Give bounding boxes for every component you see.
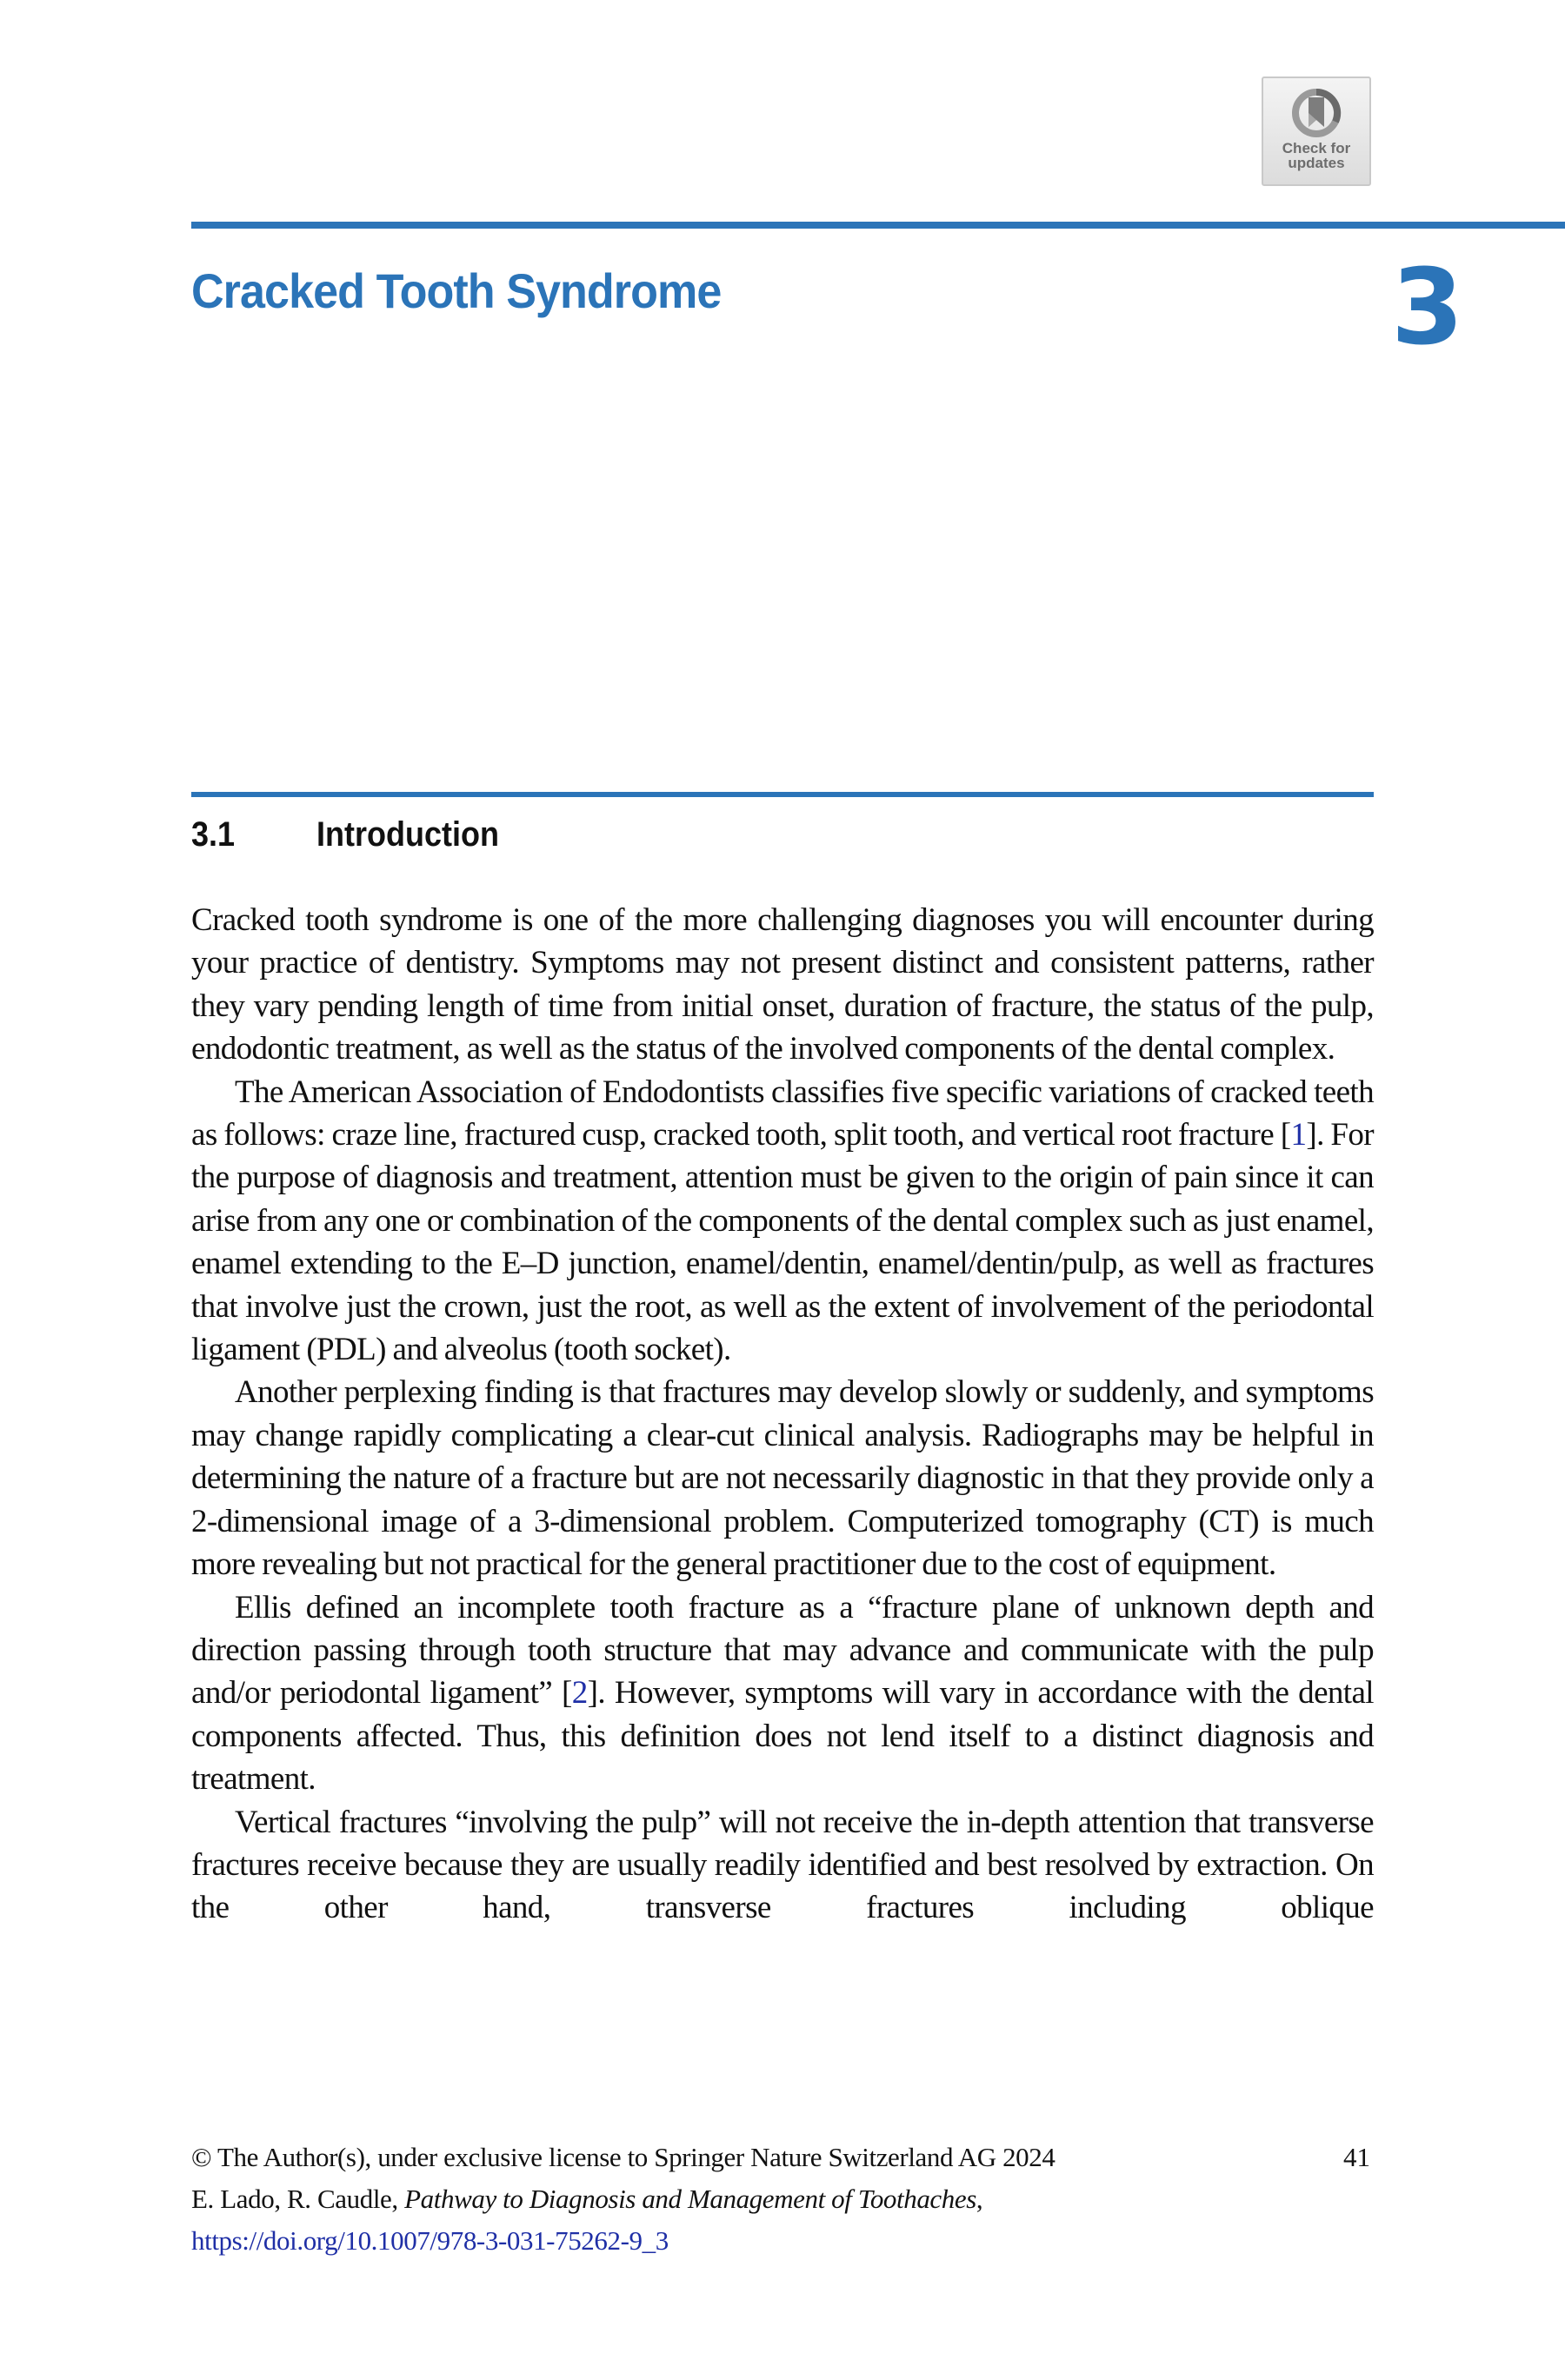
book-title-suffix: , <box>976 2184 983 2214</box>
paragraph: Cracked tooth syndrome is one of the more challenging diagnoses you will encounter during your practice of dentistry. Symptoms may not present distinct and consistent patterns, rather they vary pending length of time from initial onset, duration of fracture, the status of the pulp, endodontic treatment, as well as the status of the involved components of the dental complex. <box>191 902 1374 1067</box>
crossmark-icon <box>1290 87 1342 139</box>
section-rule <box>191 792 1374 797</box>
paragraph <box>191 1071 1374 1372</box>
check-for-updates-badge[interactable] <box>1262 76 1371 186</box>
paragraph-text: Ellis defined an incomplete tooth fracture as a “fracture plane of unknown depth and direction passing through tooth structure that may advance and communicate with the pulp and/or periodontal ligament” [ <box>191 1589 1374 1712</box>
badge-label <box>1282 141 1350 170</box>
section-heading <box>191 813 499 856</box>
section-title: Introduction <box>316 815 499 854</box>
paragraph <box>191 1586 1374 1801</box>
badge-label-line2: updates <box>1288 155 1345 171</box>
paragraph-text: ]. However, symptoms will vary in accordance with the dental components affected. Thus, this definition does not lend itself to a distinct diagnosis and treatment. <box>191 1675 1374 1798</box>
chapter-title: Cracked Tooth Syndrome <box>191 263 722 318</box>
page-number: 41 <box>1343 2142 1370 2172</box>
authors: E. Lado, R. Caudle, <box>191 2184 405 2214</box>
paragraph: Another perplexing finding is that fractures may develop slowly or suddenly, and symptoms may change rapidly complicating a clear-cut clinical analysis. Radiographs may be helpful in determining the nature of a fracture but are not necessarily diagnostic in that they provide only a 2-dimensional image of a 3-dimensional problem. Computerized tomography (CT) is much more revealing but not practical for the general practitioner due to the cost of equipment. <box>191 1374 1374 1583</box>
doi-link[interactable]: https://doi.org/10.1007/978-3-031-75262-9_3 <box>191 2225 669 2256</box>
chapter-top-rule <box>191 222 1565 229</box>
book-title: Pathway to Diagnosis and Management of Toothaches <box>404 2184 976 2214</box>
paragraph-text: ]. For the purpose of diagnosis and treatment, attention must be given to the origin of pain since it can arise from any one or combination of the components of the dental complex such as just enamel, enamel extending to the E–D junction, enamel/dentin, enamel/dentin/pulp, as well as fractures that involve just the crown, just the root, as well as the extent of involvement of the periodontal ligament (PDL) and alveolus (tooth socket). <box>191 1117 1374 1368</box>
paragraph: Vertical fractures “involving the pulp” will not receive the in-depth attention that transverse fractures receive because they are usually readily identified and best resolved by extraction. On the other hand, transverse fractures including oblique <box>191 1804 1374 1926</box>
body-text <box>191 899 1374 1930</box>
chapter-number: 3 <box>1391 248 1464 369</box>
badge-label-line1: Check for <box>1282 140 1351 156</box>
citation-line <box>191 2178 1374 2220</box>
paragraph-text: The American Association of Endodontists classifies five specific variations of cracked teeth as follows: craze line, fractured cusp, cracked tooth, split tooth, and vertical root fracture [ <box>191 1074 1374 1153</box>
copyright-notice: © The Author(s), under exclusive license to Springer Nature Switzerland AG 2024 <box>191 2142 1056 2172</box>
section-number: 3.1 <box>191 815 236 854</box>
citation-link[interactable]: 2 <box>571 1675 588 1712</box>
citation-link[interactable]: 1 <box>1290 1117 1307 1153</box>
footer <box>191 2137 1374 2262</box>
